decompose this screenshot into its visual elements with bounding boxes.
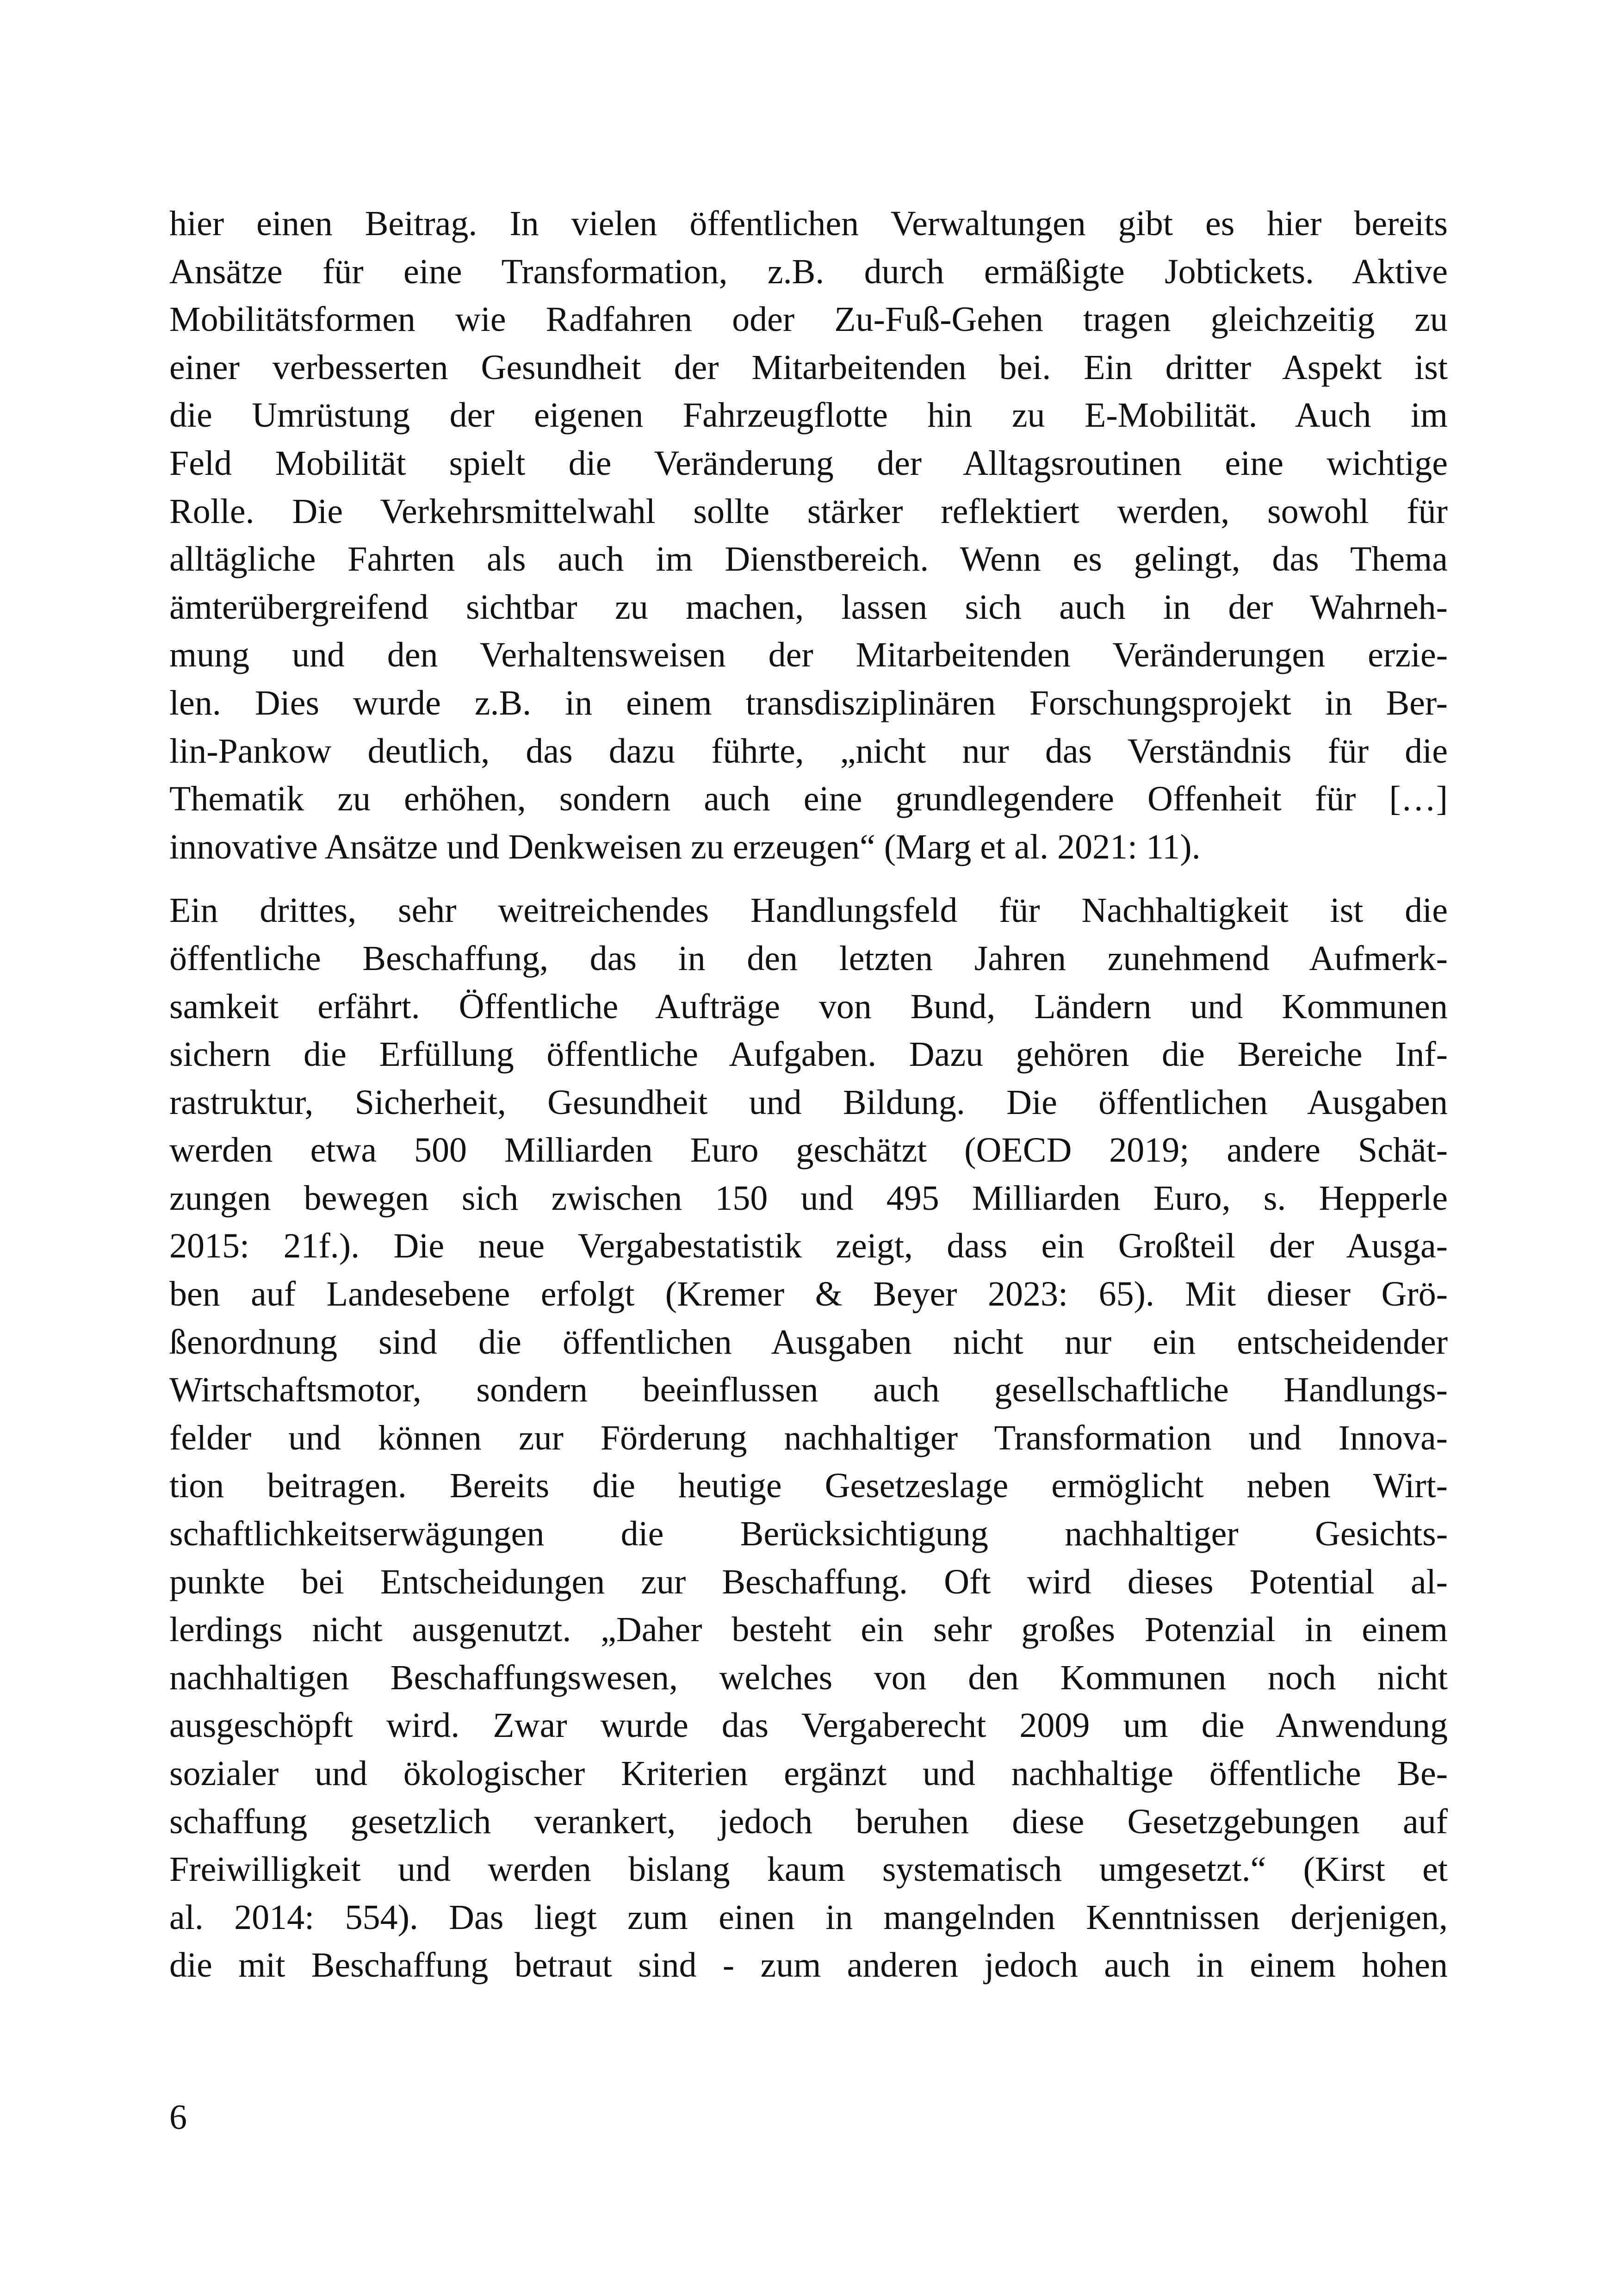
- text-line: alltägliche Fahrten als auch im Dienstbereich. Wenn es gelingt, das Thema: [169, 540, 1448, 579]
- page-number: 6: [169, 2098, 187, 2137]
- text-line: 2015: 21f.). Die neue Vergabestatistik zeigt, dass ein Großteil der Ausga-: [169, 1226, 1448, 1266]
- text-line: Wirtschaftsmotor, sondern beeinflussen auch gesellschaftliche Handlungs-: [169, 1370, 1448, 1410]
- text-line: nachhaltigen Beschaffungswesen, welches von den Kommunen noch nicht: [169, 1658, 1448, 1697]
- text-line: ben auf Landesebene erfolgt (Kremer & Beyer 2023: 65). Mit dieser Grö-: [169, 1275, 1448, 1314]
- text-line: Ansätze für eine Transformation, z.B. durch ermäßigte Jobtickets. Aktive: [169, 252, 1448, 291]
- text-line: samkeit erfährt. Öffentliche Aufträge von Bund, Ländern und Kommunen: [169, 987, 1448, 1026]
- body-text: [169, 200, 1448, 1990]
- text-line: punkte bei Entscheidungen zur Beschaffung. Oft wird dieses Potential al-: [169, 1562, 1448, 1601]
- text-line: werden etwa 500 Milliarden Euro geschätzt (OECD 2019; andere Schät-: [169, 1131, 1448, 1170]
- text-line: sozialer und ökologischer Kriterien ergänzt und nachhaltige öffentliche Be-: [169, 1754, 1448, 1793]
- text-line: Freiwilligkeit und werden bislang kaum systematisch umgesetzt.“ (Kirst et: [169, 1850, 1448, 1889]
- text-line: Ein drittes, sehr weitreichendes Handlungsfeld für Nachhaltigkeit ist die: [169, 891, 1448, 930]
- text-line: al. 2014: 554). Das liegt zum einen in mangelnden Kenntnissen derjenigen,: [169, 1898, 1448, 1937]
- paragraph: [169, 200, 1448, 871]
- text-line: zungen bewegen sich zwischen 150 und 495 Milliarden Euro, s. Hepperle: [169, 1178, 1448, 1218]
- text-line: ßenordnung sind die öffentlichen Ausgaben nicht nur ein entscheidender: [169, 1322, 1448, 1362]
- paragraph-container: [169, 200, 1448, 1990]
- text-line: einer verbesserten Gesundheit der Mitarbeitenden bei. Ein dritter Aspekt ist: [169, 348, 1448, 387]
- text-line: len. Dies wurde z.B. in einem transdisziplinären Forschungsprojekt in Ber-: [169, 683, 1448, 722]
- text-line: Mobilitätsformen wie Radfahren oder Zu-Fuß-Gehen tragen gleichzeitig zu: [169, 300, 1448, 339]
- paragraph: [169, 887, 1448, 1990]
- text-line: Feld Mobilität spielt die Veränderung der Alltagsroutinen eine wichtige: [169, 443, 1448, 483]
- text-line: die mit Beschaffung betraut sind - zum anderen jedoch auch in einem hohen: [169, 1946, 1448, 1985]
- text-line: innovative Ansätze und Denkweisen zu erzeugen“ (Marg et al. 2021: 11).: [169, 827, 1201, 866]
- text-line: lerdings nicht ausgenutzt. „Daher besteht ein sehr großes Potenzial in einem: [169, 1610, 1448, 1649]
- text-line: sichern die Erfüllung öffentliche Aufgaben. Dazu gehören die Bereiche Inf-: [169, 1035, 1448, 1074]
- text-line: öffentliche Beschaffung, das in den letzten Jahren zunehmend Aufmerk-: [169, 939, 1448, 978]
- text-line: schaftlichkeitserwägungen die Berücksichtigung nachhaltiger Gesichts-: [169, 1514, 1448, 1554]
- text-line: rastruktur, Sicherheit, Gesundheit und Bildung. Die öffentlichen Ausgaben: [169, 1083, 1448, 1122]
- text-line: Rolle. Die Verkehrsmittelwahl sollte stärker reflektiert werden, sowohl für: [169, 492, 1448, 531]
- text-line: hier einen Beitrag. In vielen öffentlichen Verwaltungen gibt es hier bereits: [169, 204, 1448, 243]
- text-line: lin-Pankow deutlich, das dazu führte, „nicht nur das Verständnis für die: [169, 731, 1448, 771]
- text-line: mung und den Verhaltensweisen der Mitarbeitenden Veränderungen erzie-: [169, 635, 1448, 675]
- text-line: die Umrüstung der eigenen Fahrzeugflotte hin zu E-Mobilität. Auch im: [169, 396, 1448, 435]
- text-line: tion beitragen. Bereits die heutige Gesetzeslage ermöglicht neben Wirt-: [169, 1466, 1448, 1506]
- text-line: Thematik zu erhöhen, sondern auch eine grundlegendere Offenheit für […]: [169, 779, 1448, 819]
- text-line: schaffung gesetzlich verankert, jedoch beruhen diese Gesetzgebungen auf: [169, 1802, 1448, 1841]
- text-line: ausgeschöpft wird. Zwar wurde das Vergaberecht 2009 um die Anwendung: [169, 1706, 1448, 1745]
- paragraph-gap: [169, 871, 1448, 887]
- text-line: felder und können zur Förderung nachhaltiger Transformation und Innova-: [169, 1418, 1448, 1457]
- text-line: ämterübergreifend sichtbar zu machen, lassen sich auch in der Wahrneh-: [169, 587, 1448, 627]
